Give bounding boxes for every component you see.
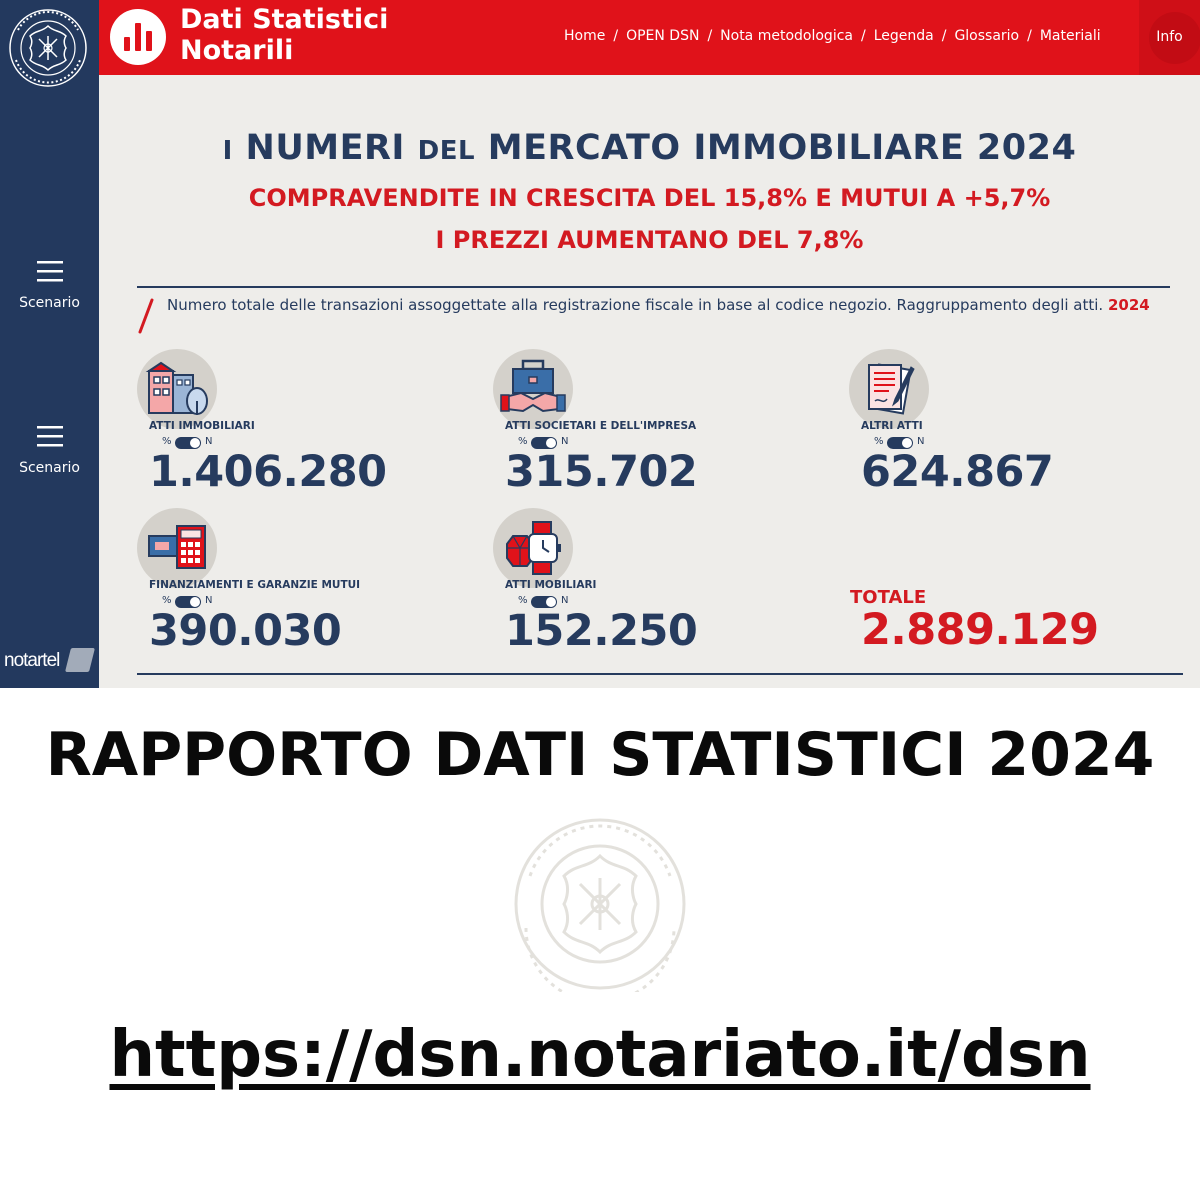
- card-value: 1.406.280: [149, 447, 387, 497]
- page-title: I NUMERI DEL MERCATO IMMOBILIARE 2024: [222, 128, 1077, 168]
- dsn-link[interactable]: https://dsn.notariato.it/dsn: [109, 1018, 1091, 1092]
- bar-chart-logo-icon[interactable]: [110, 9, 166, 65]
- nav-open-dsn[interactable]: OPEN DSN: [626, 28, 700, 44]
- sidebar-item-scenario[interactable]: [0, 424, 99, 476]
- nav-materiali[interactable]: Materiali: [1039, 28, 1101, 44]
- nav-glossario[interactable]: Glossario: [954, 28, 1020, 44]
- notariato-seal-icon: [8, 8, 88, 88]
- main-nav: [564, 28, 1101, 44]
- headline-subtitle: COMPRAVENDITE IN CRESCITA DEL 15,8% E MUTUI A +5,7%: [248, 184, 1051, 212]
- card-label: ALTRI ATTI: [861, 420, 923, 432]
- jewel-watch-icon: [493, 508, 573, 588]
- nav-separator: /: [707, 28, 713, 44]
- divider: [137, 673, 1183, 675]
- total-label: TOTALE: [850, 587, 927, 608]
- card-label: FINANZIAMENTI E GARANZIE MUTUI: [149, 579, 361, 591]
- notartel-logo: [2, 648, 94, 674]
- sidebar-item-label: Scenario: [19, 295, 80, 311]
- card-label: ATTI MOBILIARI: [505, 579, 597, 591]
- card-value: 624.867: [861, 447, 1054, 497]
- card-value: 152.250: [505, 606, 698, 656]
- card-label: ATTI SOCIETARI E DELL'IMPRESA: [505, 420, 697, 432]
- card-label: ATTI IMMOBILIARI: [149, 420, 255, 432]
- nav-legenda[interactable]: Legenda: [873, 28, 934, 44]
- sidebar-item-label: Scenario: [19, 460, 80, 476]
- report-title: RAPPORTO DATI STATISTICI 2024: [45, 720, 1155, 790]
- money-calculator-icon: [137, 508, 217, 588]
- sidebar: [0, 0, 99, 688]
- notartel-logo-text: notartel: [4, 650, 60, 671]
- top-bar: [99, 0, 1200, 75]
- info-button[interactable]: Info: [1139, 0, 1200, 75]
- card-value: 390.030: [149, 606, 342, 656]
- section-description: Numero totale delle transazioni assoggettate alla registrazione fiscale in base al codice negozio. Raggruppamento degli atti. 2024: [167, 296, 1150, 314]
- nav-separator: /: [613, 28, 619, 44]
- dashboard-screenshot: Scenario Scenario notartel Dati Statistici Notarili Home / OPEN DSN / Nota metodologica / Legenda / Glossario / Materiali Info I NUMERI DEL MERCATO IMMOBILIARE 2024 COMPRAVENDITE IN CRESCITA DEL 15,8% E MUTUI A +5,7% I PREZZI AUMENTANO DEL 7,8% Numero totale delle transazioni assoggettate alla registrazione fiscale in base al codice negozio. Raggruppamento degli atti. 2024 ATTI IMMOBILIARI % N 1.406.280 ATTI SOCIETARI E DELL'IMPRESA % N 315.702 ALTRI ATTI % N 624.867 FINANZIAMENTI E GARANZIE MUTUI % N 390.030 ATTI MOBILIARI % N 152.250 TOTALE 2.889.129: [0, 0, 1200, 688]
- nav-separator: /: [941, 28, 947, 44]
- buildings-icon: [137, 349, 217, 429]
- notariato-seal-watermark-icon: [512, 816, 688, 992]
- brand-title[interactable]: Dati Statistici Notarili: [180, 4, 389, 66]
- nav-separator: /: [860, 28, 866, 44]
- headline: [99, 128, 1200, 254]
- red-slash-icon: [136, 298, 156, 334]
- nav-separator: /: [1027, 28, 1032, 44]
- nav-home[interactable]: Home: [564, 28, 606, 44]
- briefcase-handshake-icon: [493, 349, 573, 429]
- document-signing-icon: [849, 349, 929, 429]
- total-value: 2.889.129: [861, 605, 1099, 655]
- notartel-mark-icon: [65, 648, 95, 672]
- sidebar-item-scenario[interactable]: [0, 259, 99, 311]
- nav-nota-metodologica[interactable]: Nota metodologica: [720, 28, 853, 44]
- headline-subtitle: I PREZZI AUMENTANO DEL 7,8%: [435, 226, 864, 254]
- card-value: 315.702: [505, 447, 698, 497]
- menu-icon: [36, 259, 64, 283]
- menu-icon: [36, 424, 64, 448]
- divider: [137, 286, 1170, 288]
